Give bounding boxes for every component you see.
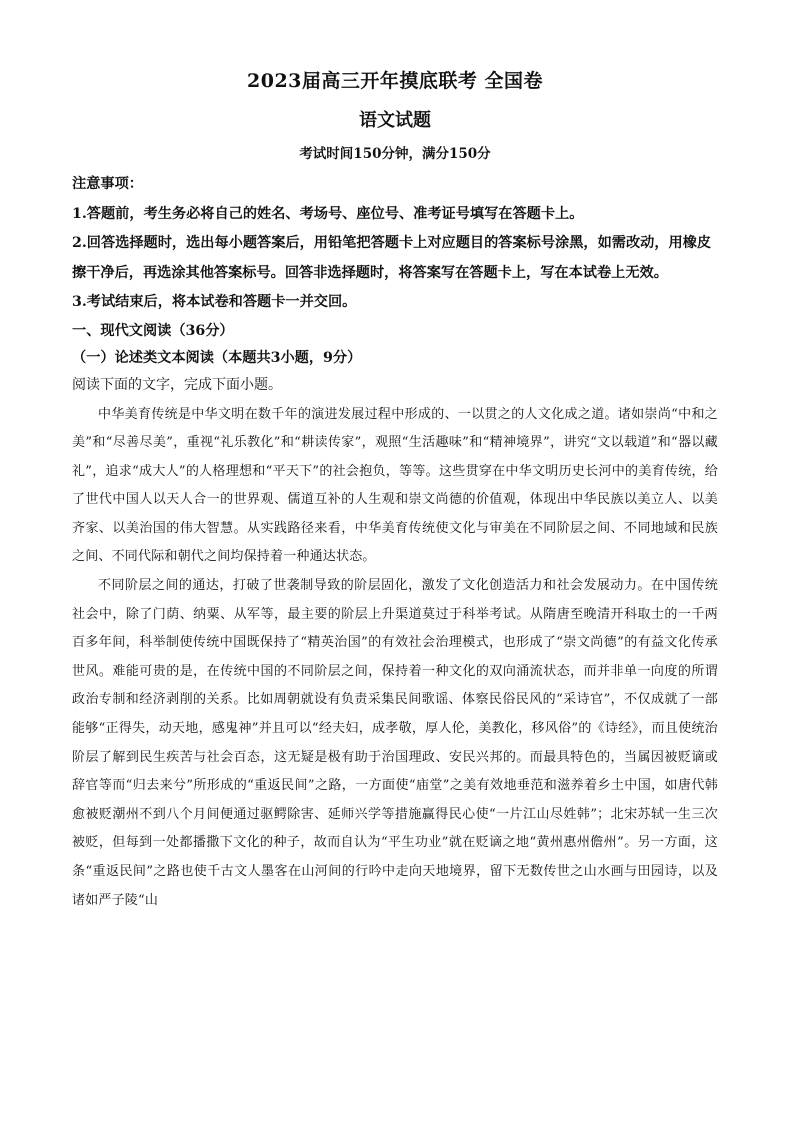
note-item-2: 2.回答选择题时，选出每小题答案后，用铅笔把答题卡上对应题目的答案标号涂黑，如需改动，用橡皮擦干净后，再选涂其他答案标号。回答非选择题时，将答案写在答题卡上，写在本试卷上无效。 — [72, 235, 712, 281]
notes-heading: 注意事项： — [72, 176, 143, 192]
reading-passage — [72, 401, 718, 916]
passage-paragraph-1: 中华美育传统是中华文明在数千年的演进发展过程中形成的、一以贯之的人文化成之道。诸如崇尚“中和之美”和“尽善尽美”，重视“礼乐教化”和“耕读传家”，观照“生活趣味”和“精神境界”，讲究“文以载道”和“器以藏礼”，追求“成大人”的人格理想和“平天下”的社会抱负，等等。这些贯穿在中华文明历史长河中的美育传统，给了世代中国人以天人合一的世界观、儒道互补的人生观和崇文尚德的价值观，体现出中华民族以美立人、以美齐家、以美治国的伟大智慧。从实践路径来看，中华美育传统使文化与审美在不同阶层之间、不同地域和民族之间、不同代际和朝代之间均保持着一种通达状态。 — [72, 406, 718, 565]
exam-duration: 考试时间150分钟，满分150分 — [299, 146, 491, 162]
exam-title: 2023届高三开年摸底联考 全国卷 — [247, 70, 543, 92]
section-title: 一、现代文阅读（36分） — [72, 322, 234, 339]
exam-page — [72, 66, 718, 915]
note-item-3: 3.考试结束后，将本试卷和答题卡一并交回。 — [72, 294, 357, 310]
notes-block — [72, 170, 718, 318]
passage-paragraph-2: 不同阶层之间的通达，打破了世袭制导致的阶层固化，激发了文化创造活力和社会发展动力。在中国传统社会中，除了门荫、纳粟、从军等，最主要的阶层上升渠道莫过于科举考试。从隋唐至晚清开科取士的一千两百多年间，科举制使传统中国既保持了“精英治国”的有效社会治理模式，也形成了“崇文尚德”的有益文化传承世风。难能可贵的是，在传统中国的不同阶层之间，保持着一种文化的双向涌流状态，而并非单一向度的所谓政治专制和经济剥削的关系。比如周朝就设有负责采集民间歌谣、体察民俗民风的“采诗官”，不仅成就了一部能够“正得失，动天地，感鬼神”并且可以“经夫妇，成孝敬，厚人伦，美教化，移风俗”的《诗经》，而且使统治阶层了解到民生疾苦与社会百态，这无疑是极有助于治国理政、安民兴邦的。而最具特色的，当属因被贬谪或辞官等而“归去来兮”所形成的“重返民间”之路，一方面使“庙堂”之美有效地垂范和滋养着乡土中国，如唐代韩愈被贬潮州不到八个月间便通过驱鳄除害、延师兴学等措施赢得民心使“一片江山尽姓韩”；北宋苏轼一生三次被贬，但每到一处都播撒下文化的种子，故而自认为“平生功业”就在贬谪之地“黄州惠州儋州”。另一方面，这条“重返民间”之路也使千古文人墨客在山河间的行吟中走向天地境界，留下无数传世之山水画与田园诗，以及诸如严子陵“山 — [72, 578, 718, 908]
note-item-1: 1.答题前，考生务必将自己的姓名、考场号、座位号、准考证号填写在答题卡上。 — [72, 205, 584, 222]
reading-instruction: 阅读下面的文字，完成下面小题。 — [72, 376, 282, 393]
subsection-title: （一）论述类文本阅读（本题共3小题，9分） — [72, 349, 362, 366]
subject-title: 语文试题 — [359, 110, 431, 131]
